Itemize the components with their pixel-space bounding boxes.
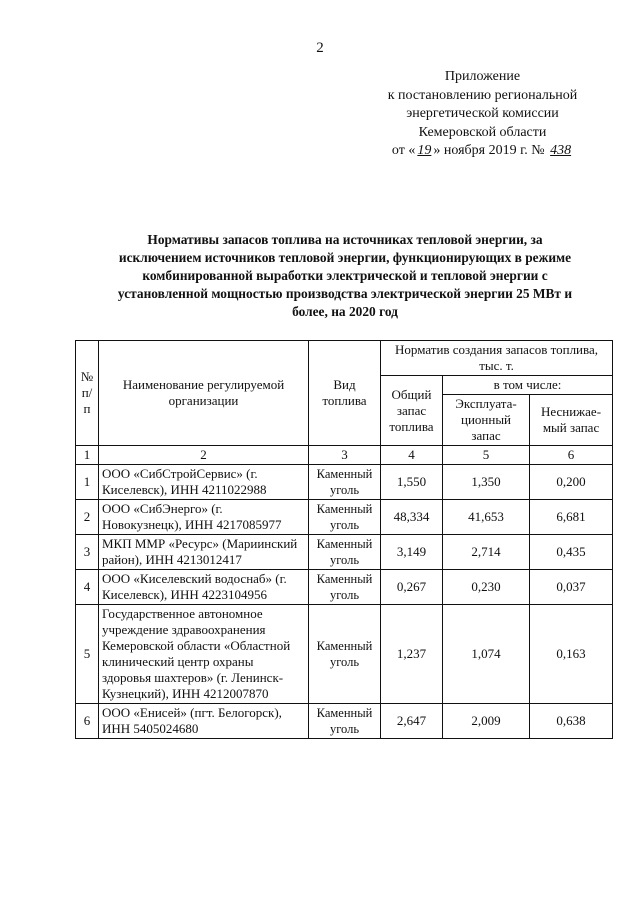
row-irreducible: 0,163 (530, 605, 613, 704)
row-fuel: Каменный уголь (309, 704, 381, 739)
row-org: ООО «Киселевский водоснаб» (г. Киселевск), ИНН 4223104956 (99, 570, 309, 605)
row-irreducible: 0,638 (530, 704, 613, 739)
row-num: 2 (76, 500, 99, 535)
col-number: 3 (309, 446, 381, 465)
row-org: ООО «СибЭнерго» (г. Новокузнецк), ИНН 4217085977 (99, 500, 309, 535)
header-irreducible: Неснижае-мый запас (530, 395, 613, 446)
header-operational: Эксплуата-ционный запас (443, 395, 530, 446)
table-row (76, 465, 613, 500)
row-operational: 1,074 (443, 605, 530, 704)
header-num: № п/п (76, 341, 99, 446)
col-number: 6 (530, 446, 613, 465)
row-total: 48,334 (381, 500, 443, 535)
row-operational: 2,714 (443, 535, 530, 570)
header-incl: в том числе: (443, 376, 613, 395)
row-num: 5 (76, 605, 99, 704)
row-fuel: Каменный уголь (309, 605, 381, 704)
col-number: 5 (443, 446, 530, 465)
row-num: 4 (76, 570, 99, 605)
document-title: Нормативы запасов топлива на источниках тепловой энергии, за исключением источников тепловой энергии, функционирующих в режиме комбинированной выработки электрической и тепловой энергии с установленной мощностью производства электрической энергии 25 МВт и более, на 2020 год (117, 232, 573, 319)
row-irreducible: 6,681 (530, 500, 613, 535)
row-operational: 0,230 (443, 570, 530, 605)
col-number: 1 (76, 446, 99, 465)
appendix-block (360, 68, 605, 161)
row-fuel: Каменный уголь (309, 465, 381, 500)
header-org: Наименование регулируемой организации (99, 341, 309, 446)
date-day: 19 (417, 143, 432, 158)
row-org: ООО «Енисей» (пгт. Белогорск), ИНН 5405024680 (99, 704, 309, 739)
norms-table (75, 340, 613, 739)
row-total: 2,647 (381, 704, 443, 739)
appendix-line-1: Приложение (444, 69, 521, 84)
table-row (76, 605, 613, 704)
appendix-line-4: Кемеровской области (418, 124, 547, 140)
row-org: ООО «СибСтройСервис» (г. Киселевск), ИНН 4211022988 (99, 465, 309, 500)
col-number: 4 (381, 446, 443, 465)
row-total: 1,237 (381, 605, 443, 704)
header-total: Общий запас топлива (381, 376, 443, 446)
table-row (76, 704, 613, 739)
row-fuel: Каменный уголь (309, 500, 381, 535)
header-fuel: Вид топлива (309, 341, 381, 446)
appendix-date-line (360, 142, 605, 161)
row-operational: 1,350 (443, 465, 530, 500)
appendix-line-2: к постановлению региональной (387, 87, 578, 103)
row-org: МКП ММР «Ресурс» (Мариинский район), ИНН 4213012417 (99, 535, 309, 570)
row-irreducible: 0,200 (530, 465, 613, 500)
row-num: 6 (76, 704, 99, 739)
table-row (76, 570, 613, 605)
row-num: 3 (76, 535, 99, 570)
table-row (76, 535, 613, 570)
row-irreducible: 0,435 (530, 535, 613, 570)
row-org: Государственное автономное учреждение здравоохранения Кемеровской области «Областной клинический центр охраны здоровья шахтеров» (г. Ленинск-Кузнецкий), ИНН 4212007870 (99, 605, 309, 704)
row-operational: 2,009 (443, 704, 530, 739)
header-norm: Норматив создания запасов топлива, тыс. т. (381, 341, 613, 376)
appendix-line-3: энергетической комиссии (406, 106, 559, 121)
row-total: 0,267 (381, 570, 443, 605)
row-fuel: Каменный уголь (309, 570, 381, 605)
date-middle: » ноября 2019 г. № (433, 143, 545, 158)
row-num: 1 (76, 465, 99, 500)
row-fuel: Каменный уголь (309, 535, 381, 570)
row-operational: 41,653 (443, 500, 530, 535)
row-total: 3,149 (381, 535, 443, 570)
row-total: 1,550 (381, 465, 443, 500)
table-row (76, 500, 613, 535)
date-prefix: от « (391, 143, 416, 158)
row-irreducible: 0,037 (530, 570, 613, 605)
decree-number: 438 (550, 143, 572, 158)
page-number: 2 (316, 40, 324, 56)
col-number: 2 (99, 446, 309, 465)
column-number-row (76, 446, 613, 465)
